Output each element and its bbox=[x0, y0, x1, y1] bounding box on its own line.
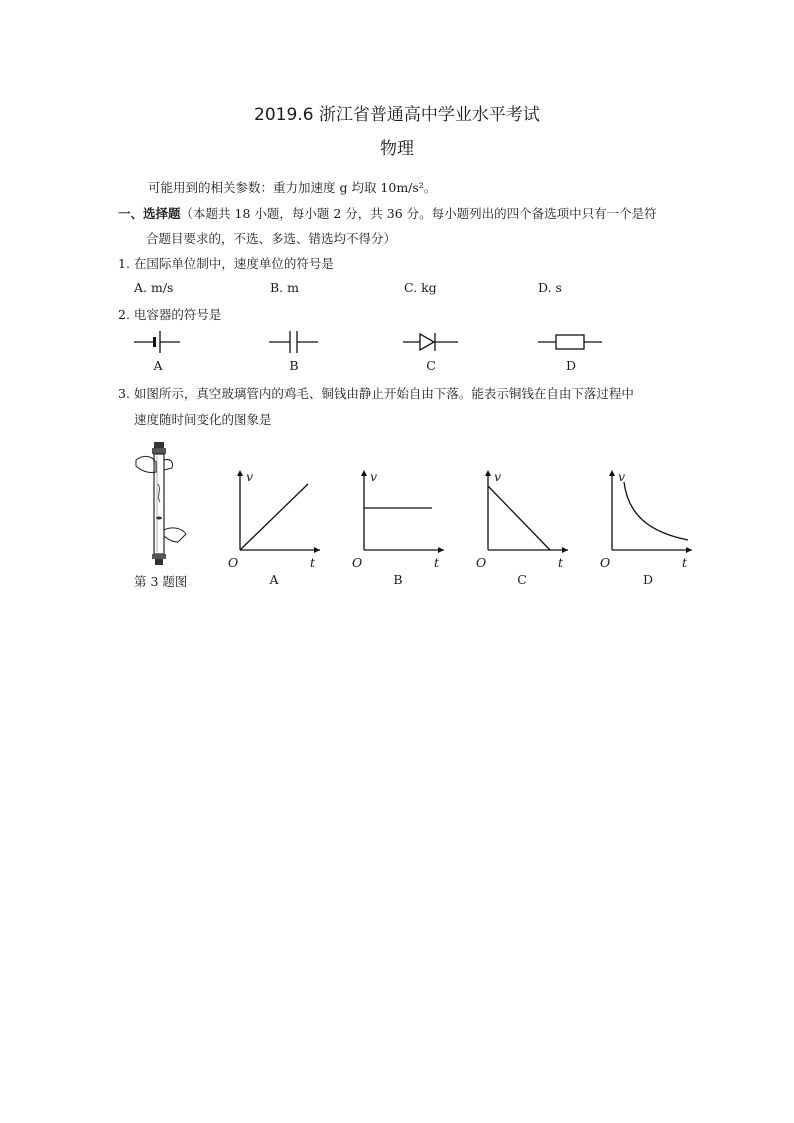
graph-c-origin: O bbox=[476, 555, 487, 570]
q3-figure-caption: 第 3 题图 bbox=[134, 574, 188, 589]
graph-c bbox=[472, 466, 572, 576]
graph-a-origin: O bbox=[228, 555, 239, 570]
graph-c-label: C bbox=[517, 572, 527, 587]
parameters-note: 可能用到的相关参数：重力加速度 g 均取 10m/s²。 bbox=[148, 180, 437, 195]
graph-d-t-label: t bbox=[682, 555, 688, 570]
q1-option-b: B. m bbox=[270, 280, 299, 295]
graph-b-label: B bbox=[393, 572, 403, 587]
battery-symbol bbox=[130, 328, 190, 356]
q2-label-d: D bbox=[565, 358, 577, 373]
graph-d-curve bbox=[624, 482, 688, 540]
capacitor-symbol bbox=[266, 328, 326, 356]
q2-stem: 2. 电容器的符号是 bbox=[118, 307, 222, 322]
section-desc-1: （本题共 18 小题，每小题 2 分，共 36 分。每小题列出的四个备选项中只有一个是符 bbox=[180, 206, 657, 221]
q1-stem: 1. 在国际单位制中，速度单位的符号是 bbox=[118, 256, 334, 271]
q1-option-c: C. kg bbox=[404, 280, 437, 295]
section-heading: 一、选择题 bbox=[118, 206, 181, 221]
graph-c-line bbox=[488, 486, 550, 550]
graph-a-v-label: v bbox=[246, 469, 254, 484]
q3-stem-2: 速度随时间变化的图象是 bbox=[134, 412, 272, 427]
q1-option-d: D. s bbox=[538, 280, 562, 295]
graph-a-label: A bbox=[269, 572, 279, 587]
q1-option-a: A. m/s bbox=[134, 280, 174, 295]
graph-b-t-label: t bbox=[434, 555, 440, 570]
q2-label-b: B bbox=[289, 358, 299, 373]
vacuum-tube-figure bbox=[134, 438, 194, 568]
graph-b bbox=[348, 466, 448, 576]
graph-d-origin: O bbox=[600, 555, 611, 570]
graph-a bbox=[224, 466, 324, 576]
q3-stem-1: 3. 如图所示，真空玻璃管内的鸡毛、铜钱由静止开始自由下落。能表示铜钱在自由下落过程中 bbox=[118, 386, 634, 401]
graph-a-t-label: t bbox=[310, 555, 316, 570]
resistor-symbol bbox=[536, 328, 606, 356]
section-heading-line1 bbox=[118, 204, 657, 222]
graph-b-origin: O bbox=[352, 555, 363, 570]
diode-symbol bbox=[400, 328, 462, 356]
graph-b-v-label: v bbox=[370, 469, 378, 484]
q2-label-a: A bbox=[153, 358, 163, 373]
q2-label-c: C bbox=[426, 358, 436, 373]
section-desc-2: 合题目要求的，不选、多选、错选均不得分） bbox=[146, 231, 397, 246]
graph-d-label: D bbox=[642, 572, 654, 587]
graph-d bbox=[596, 466, 696, 576]
graph-c-v-label: v bbox=[494, 469, 502, 484]
graph-a-line bbox=[240, 484, 308, 550]
graph-d-v-label: v bbox=[618, 469, 626, 484]
graph-c-t-label: t bbox=[558, 555, 564, 570]
exam-title: 2019.6 浙江省普通高中学业水平考试 bbox=[254, 105, 540, 125]
subject-title: 物理 bbox=[380, 139, 414, 159]
